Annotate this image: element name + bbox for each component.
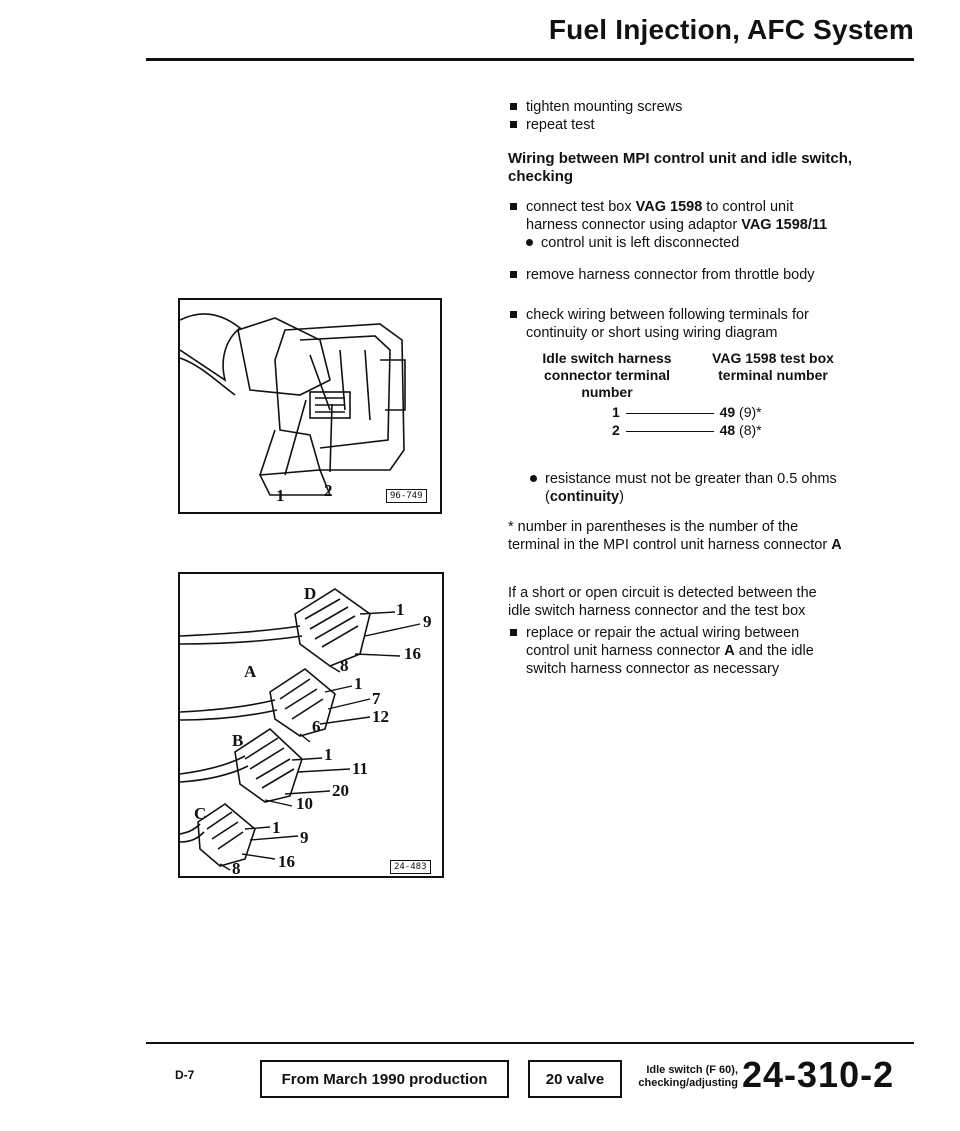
table-header-2: VAG 1598 test box terminal number (712, 350, 834, 383)
page-code: D-7 (175, 1068, 195, 1082)
step-check: check wiring between following terminals for continuity or short using wiring diagram (508, 306, 913, 342)
figure1-label-2: 2 (324, 481, 333, 500)
step-connect: connect test box VAG 1598 to control unit harness connector using adaptor VAG 1598/11 control unit is left disconnected (508, 198, 913, 252)
figure2-ref: 24-483 (390, 860, 431, 874)
terminal-table (612, 403, 762, 439)
connector-label-C: C (194, 804, 207, 823)
figure1-label-1: 1 (276, 486, 285, 505)
resistance-note: resistance must not be greater than 0.5 ohms (continuity) (530, 470, 920, 506)
footer-rule (146, 1042, 914, 1044)
idle-switch-illustration (180, 300, 440, 512)
page-title: Fuel Injection, AFC System (548, 14, 914, 45)
valve-box: 20 valve (528, 1060, 622, 1098)
connector-label-B: B (232, 731, 244, 750)
page-number: 24-310-2 (742, 1054, 895, 1095)
section-heading: Wiring between MPI control unit and idle switch, checking (508, 150, 853, 185)
list-item: tighten mounting screws (508, 98, 913, 116)
step-replace: replace or repair the actual wiring between control unit harness connector A and the idle switch harness connector as necessary (508, 624, 913, 678)
steps-top (508, 98, 913, 134)
list-item: repeat test (508, 116, 913, 134)
figure1-ref: 96-749 (386, 489, 427, 503)
production-box: From March 1990 production (260, 1060, 509, 1098)
header-rule (146, 58, 914, 61)
step-remove: remove harness connector from throttle body (508, 266, 913, 284)
figure-idle-switch-connector (178, 298, 442, 514)
footnote: * number in parentheses is the number of the terminal in the MPI control unit harness connector A (508, 519, 842, 553)
table-row: 2 48 (8)* (612, 422, 762, 438)
figure-harness-connectors: D 1 9 16 8 A 1 7 12 6 B 1 11 20 10 C 1 9 16 8 24-483 (178, 572, 444, 878)
table-row: 1 49 (9)* (612, 404, 762, 420)
footer-description: Idle switch (F 60), checking/adjusting (638, 1064, 738, 1089)
connector-label-A: A (244, 662, 257, 681)
connector-label-D: D (304, 584, 317, 603)
table-header-1: Idle switch harness connector terminal number (542, 350, 672, 400)
fault-text: If a short or open circuit is detected between the idle switch harness connector and the test box (508, 585, 817, 619)
